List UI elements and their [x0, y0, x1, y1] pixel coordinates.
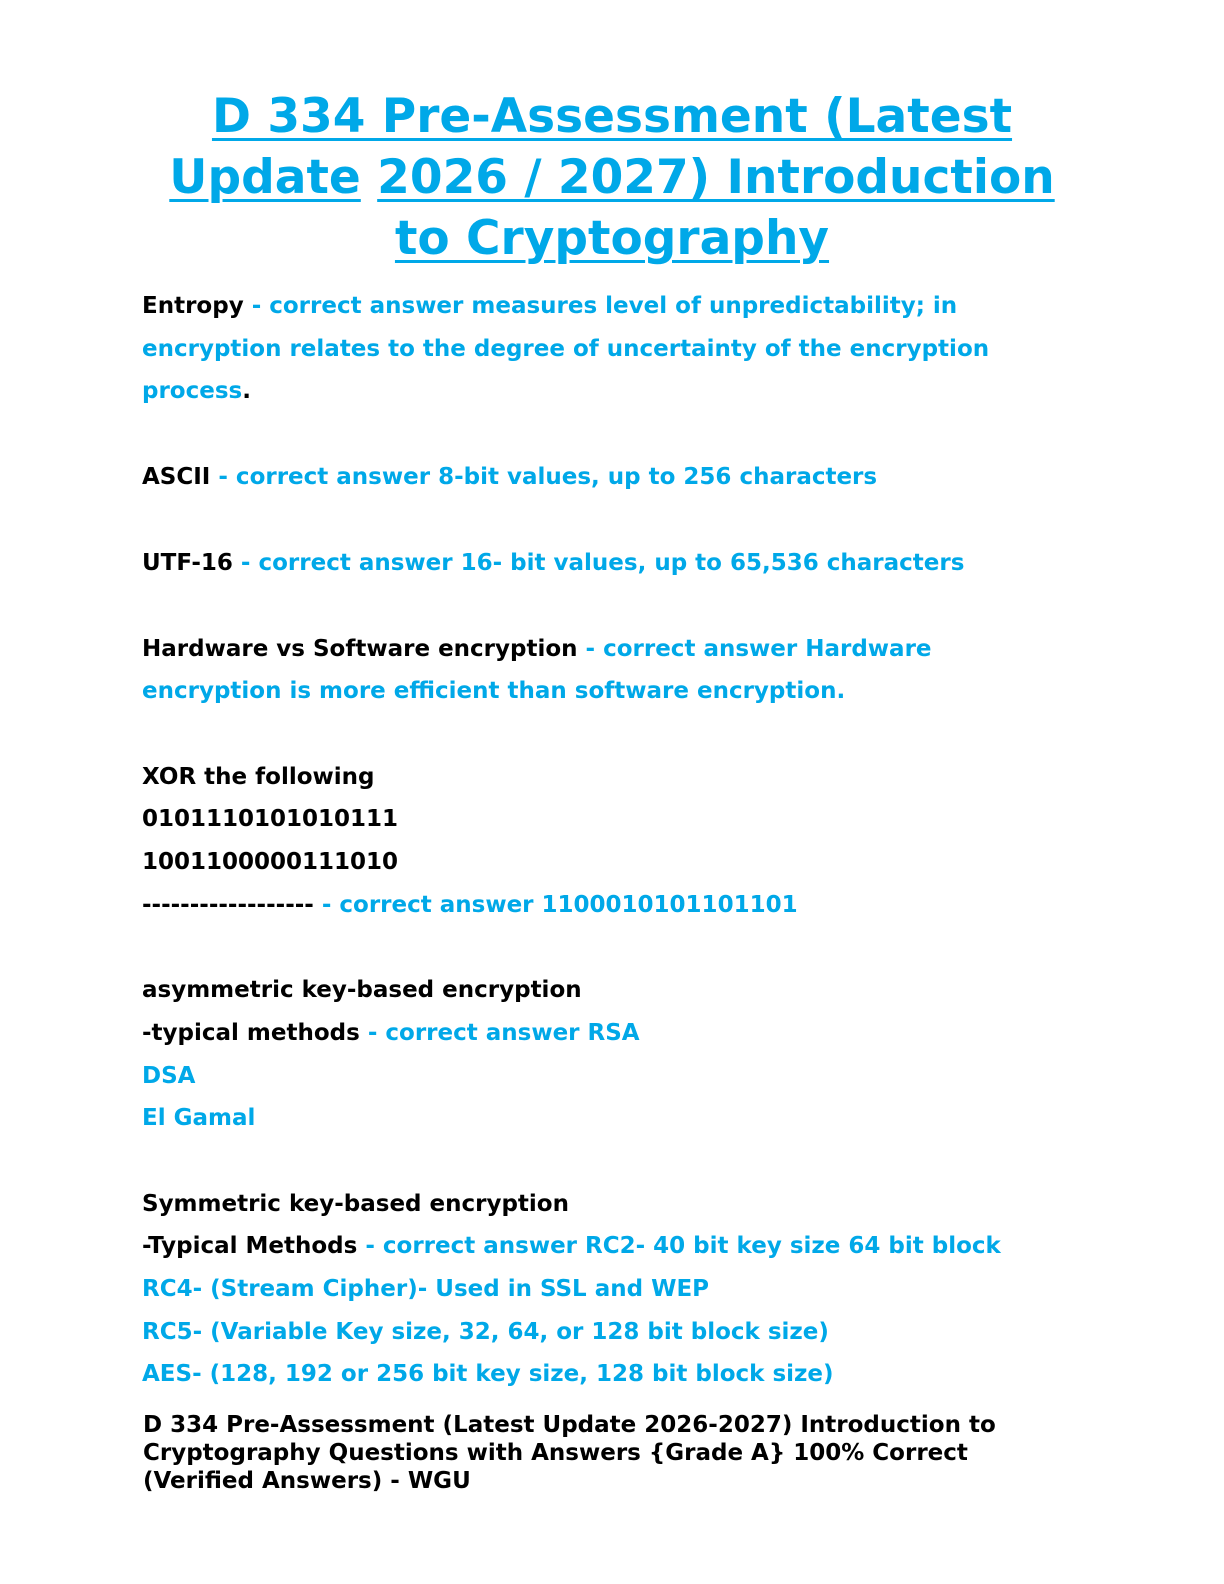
- term-xor-line-2: 0101110101010111: [142, 806, 399, 833]
- title-line-1: D 334 Pre-Assessment (Latest: [211, 89, 1013, 144]
- title-line-2a: Update: [169, 150, 361, 205]
- term-symmetric-line-1: Symmetric key-based encryption: [142, 1190, 569, 1217]
- qa-list: [142, 285, 1082, 1396]
- term-ascii: ASCII: [142, 463, 211, 490]
- answer-symmetric-line-1: - correct answer RC2- 40 bit key size 64 bit block: [357, 1233, 1001, 1260]
- answer-entropy-line-3: process: [142, 378, 243, 405]
- answer-entropy-line-1: - correct answer measures level of unpredictability; in: [243, 293, 958, 319]
- term-utf16: UTF-16: [142, 550, 233, 577]
- qa-item-xor: [142, 884, 1082, 927]
- title-line-3: to Cryptography: [394, 211, 830, 266]
- footer-line-3: (Verified Answers) - WGU: [143, 1468, 471, 1494]
- qa-item-symmetric: [142, 1225, 1082, 1268]
- answer-utf16: - correct answer 16- bit values, up to 65,536 characters: [232, 550, 965, 577]
- answer-symmetric-line-4: AES- (128, 192 or 256 bit key size, 128 bit block size): [142, 1361, 834, 1388]
- answer-hw-sw-line-2: encryption is more efficient than software encryption.: [142, 678, 846, 705]
- answer-ascii: - correct answer 8-bit values, up to 256 characters: [210, 463, 878, 490]
- term-xor-line-4: ------------------: [142, 891, 314, 918]
- qa-item-utf16: [142, 542, 1082, 585]
- answer-asymmetric-line-1: - correct answer RSA: [359, 1019, 640, 1046]
- answer-asymmetric-line-3: El Gamal: [142, 1105, 256, 1132]
- answer-hw-sw-line-1: - correct answer Hardware: [577, 635, 932, 662]
- answer-symmetric-line-3: RC5- (Variable Key size, 32, 64, or 128 bit block size): [142, 1318, 829, 1345]
- term-xor-line-1: XOR the following: [142, 763, 375, 790]
- title-line-2b: 2026 / 2027) Introduction: [377, 150, 1055, 205]
- term-hw-sw: Hardware vs Software encryption: [142, 635, 578, 662]
- term-xor-line-3: 1001100000111010: [142, 849, 399, 876]
- answer-entropy-line-2: encryption relates to the degree of uncertainty of the encryption: [142, 335, 990, 362]
- answer-symmetric-line-2: RC4- (Stream Cipher)- Used in SSL and WEP: [142, 1276, 710, 1303]
- footer-line-1: D 334 Pre-Assessment (Latest Update 2026-2027) Introduction to: [143, 1412, 996, 1438]
- answer-asymmetric-line-2: DSA: [142, 1062, 196, 1089]
- qa-item-asymmetric: [142, 1012, 1082, 1055]
- term-asymmetric-line-1: asymmetric key-based encryption: [142, 977, 582, 1004]
- qa-item-hw-sw: [142, 628, 1082, 671]
- document-title: [120, 86, 1104, 269]
- qa-item-entropy: [142, 285, 1082, 328]
- answer-xor: - correct answer 1100010101101101: [313, 891, 798, 918]
- footer-line-2: Cryptography Questions with Answers {Grade A} 100% Correct: [143, 1440, 968, 1466]
- term-asymmetric-line-2: -typical methods: [142, 1019, 360, 1046]
- qa-item-ascii: [142, 456, 1082, 499]
- term-symmetric-line-2: -Typical Methods: [142, 1233, 358, 1260]
- document-footer: [143, 1411, 1083, 1495]
- term-entropy: Entropy: [142, 293, 244, 319]
- answer-entropy-period: .: [242, 378, 251, 405]
